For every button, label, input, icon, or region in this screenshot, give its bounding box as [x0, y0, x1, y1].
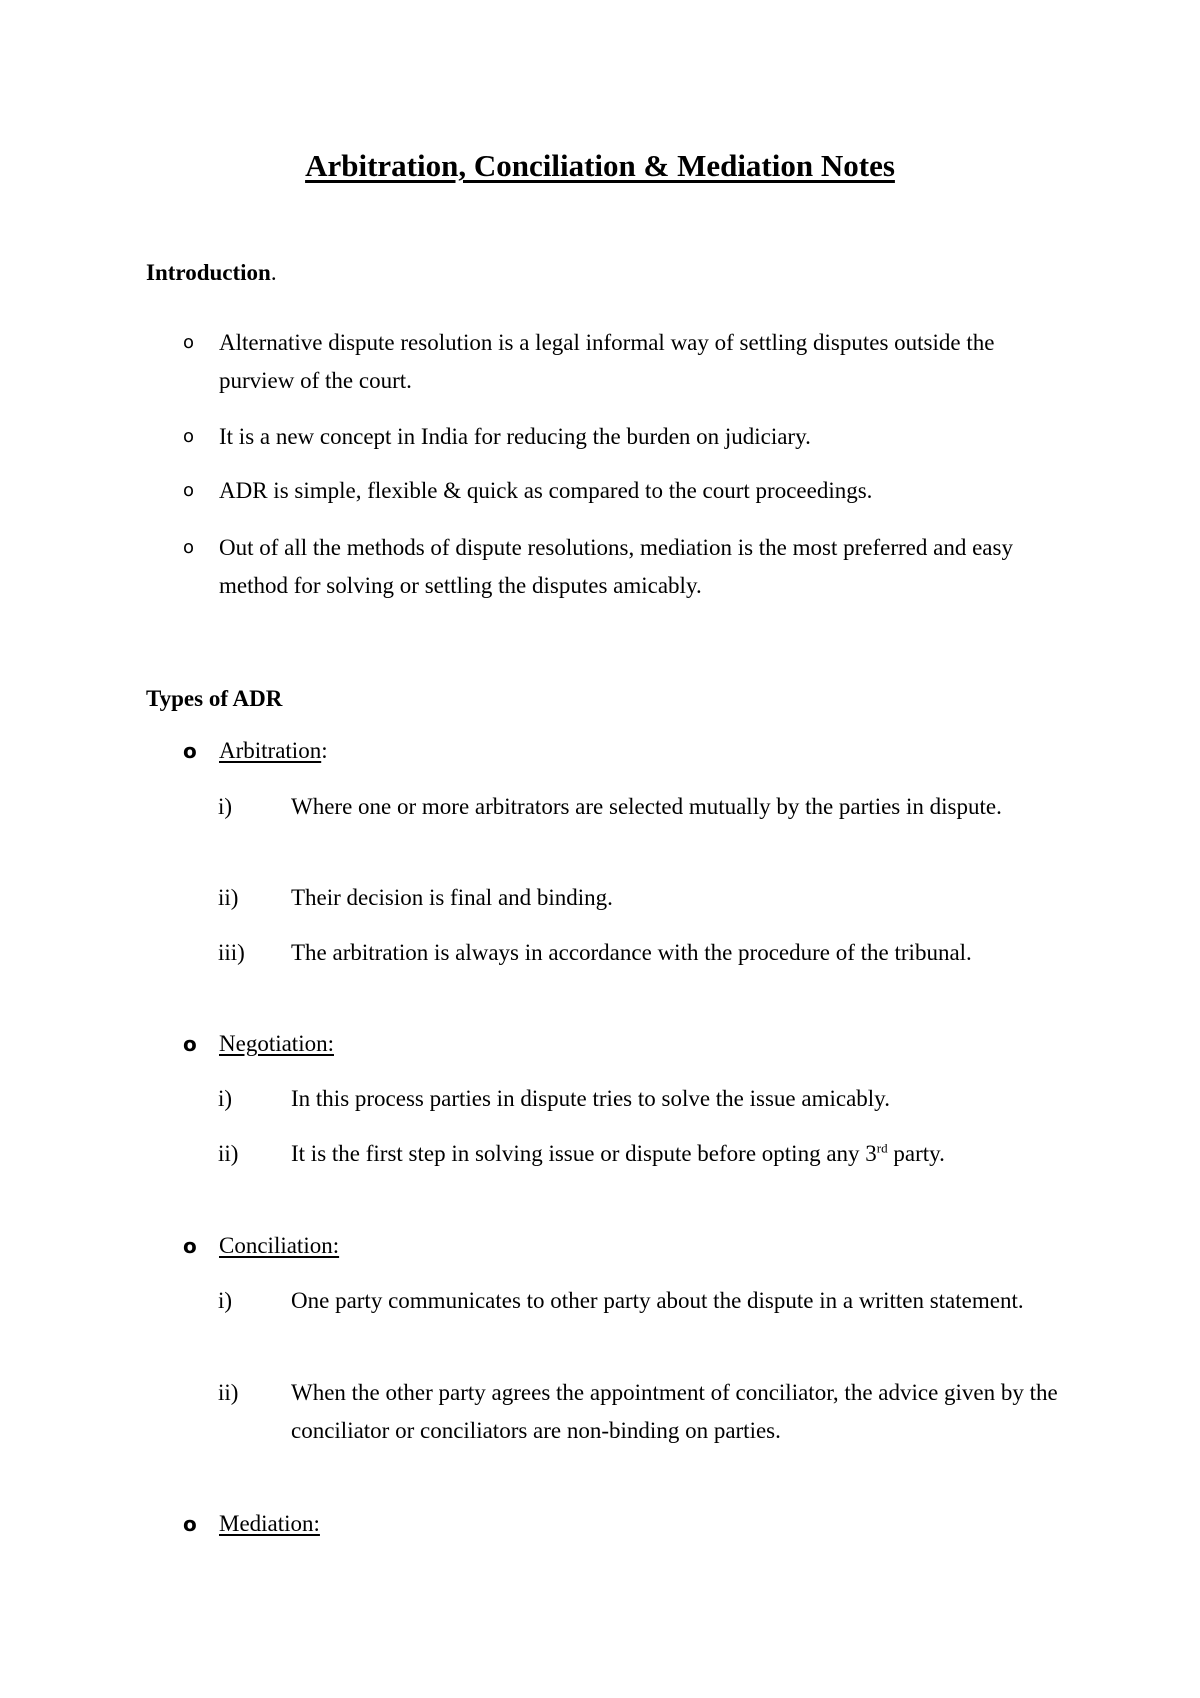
- numbered-item: [218, 1374, 1078, 1450]
- numbered-item: [218, 1282, 1078, 1320]
- list-item-text: It is a new concept in India for reducing the burden on judiciary.: [219, 424, 811, 449]
- item-number: i): [218, 1086, 233, 1111]
- numbered-item-text: One party communicates to other party about the dispute in a written statement.: [291, 1288, 1024, 1313]
- item-number: i): [218, 794, 233, 819]
- bullet-marker: o: [183, 480, 195, 501]
- section-heading-types-of-adr: Types of ADR: [146, 686, 283, 711]
- ordinal-superscript: rd: [876, 1140, 888, 1156]
- numbered-item: [218, 879, 1078, 917]
- arbitration-label-text: Arbitration: [219, 738, 322, 763]
- page-title: Arbitration, Conciliation & Mediation Notes: [305, 148, 895, 183]
- subsection-label-arbitration: [219, 732, 328, 770]
- list-item-text: Alternative dispute resolution is a legal informal way of settling disputes outside the purview of the court.: [219, 330, 995, 393]
- list-item: [183, 472, 1063, 510]
- subsection-label-negotiation: Negotiation:: [219, 1031, 334, 1056]
- subsection-label-mediation: Mediation:: [219, 1511, 320, 1536]
- bullet-marker: o: [183, 426, 195, 447]
- item-number: i): [218, 1288, 233, 1313]
- numbered-item-text: The arbitration is always in accordance with the procedure of the tribunal.: [291, 940, 972, 965]
- numbered-item: [218, 788, 1078, 826]
- numbered-item-text: [291, 1135, 1078, 1173]
- list-item-text: ADR is simple, flexible & quick as compared to the court proceedings.: [219, 478, 873, 503]
- numbered-item-text: When the other party agrees the appointment of conciliator, the advice given by the conciliator or conciliators are non-binding on parties.: [291, 1380, 1058, 1443]
- sub-bullet-marker: o: [183, 1512, 197, 1536]
- introduction-heading-punct: .: [270, 260, 277, 285]
- list-item: [183, 324, 1063, 400]
- text-before-superscript: It is the first step in solving issue or dispute before opting any 3: [291, 1141, 877, 1166]
- sub-bullet-marker: o: [183, 1234, 197, 1258]
- list-item: [183, 418, 1063, 456]
- item-number: iii): [218, 940, 245, 965]
- numbered-item-text: Their decision is final and binding.: [291, 885, 613, 910]
- subsection-label-conciliation: Conciliation:: [219, 1233, 340, 1258]
- arbitration-label-colon: :: [321, 738, 328, 763]
- numbered-item-text: In this process parties in dispute tries to solve the issue amicably.: [291, 1086, 890, 1111]
- numbered-item-text: Where one or more arbitrators are selected mutually by the parties in dispute.: [291, 794, 1002, 819]
- numbered-item: [218, 934, 1078, 972]
- item-number: ii): [218, 1141, 239, 1166]
- list-item: [183, 529, 1063, 605]
- bullet-marker: o: [183, 537, 195, 558]
- numbered-item: [218, 1135, 1078, 1173]
- list-item-text: Out of all the methods of dispute resolutions, mediation is the most preferred and easy method for solving or settling the disputes amicably.: [219, 535, 1013, 598]
- section-heading-introduction: [146, 254, 277, 292]
- item-number: ii): [218, 885, 239, 910]
- text-after-superscript: party.: [887, 1141, 945, 1166]
- numbered-item: [218, 1080, 1078, 1118]
- item-number: ii): [218, 1380, 239, 1405]
- sub-bullet-marker: o: [183, 1032, 197, 1056]
- introduction-heading-text: Introduction: [146, 260, 271, 285]
- bullet-marker: o: [183, 332, 195, 353]
- sub-bullet-marker: o: [183, 739, 197, 763]
